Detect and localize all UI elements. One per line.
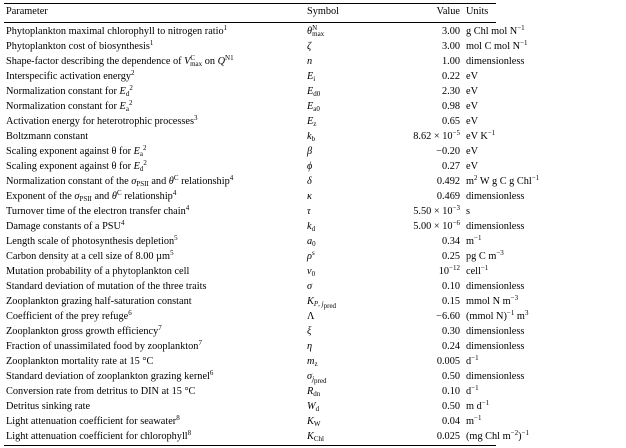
param-cell: Activation energy for heterotrophic processes$^3$ xyxy=(6,114,198,127)
table-row xyxy=(4,130,496,144)
units-cell: eV xyxy=(466,161,479,172)
units-cell: eV xyxy=(466,146,479,157)
param-cell: Standard deviation of mutation of the three traits xyxy=(6,281,207,292)
value-cell: 0.10 xyxy=(441,281,460,292)
table-row xyxy=(4,39,528,54)
symbol-cell: κ xyxy=(307,191,312,202)
units-cell: $m^2$ W g C g Chl$^{-1}$ xyxy=(466,174,540,187)
param-cell: Standard deviation of zooplankton grazing kernel$^6$ xyxy=(6,369,214,382)
table-row xyxy=(4,174,540,189)
value-cell: $10^{-12}$ xyxy=(438,264,460,277)
value-cell: $8.62 \times 10^{-5}$ xyxy=(413,129,460,142)
table-row xyxy=(4,385,496,399)
table-row xyxy=(4,249,504,264)
units-cell: dimensionless xyxy=(466,56,525,67)
table-row xyxy=(4,415,496,429)
symbol-cell: η xyxy=(307,341,313,352)
symbol-cell: β xyxy=(307,146,313,157)
value-cell: 0.22 xyxy=(441,71,460,82)
symbol-cell: $E_{a0}$ xyxy=(307,101,320,113)
param-cell: Detritus sinking rate xyxy=(6,401,91,412)
table-row xyxy=(4,85,496,99)
units-cell: s xyxy=(466,206,471,217)
units-cell: eV xyxy=(466,71,479,82)
units-cell: eV xyxy=(466,116,479,127)
value-cell: $5.00 \times 10^{-6}$ xyxy=(413,219,460,232)
value-cell: 0.27 xyxy=(441,161,460,172)
param-cell: Scaling exponent against θ for $E_d^2$ xyxy=(6,159,147,173)
value-cell: 0.15 xyxy=(441,296,460,307)
param-cell: Normalization constant for $E_d^2$ xyxy=(6,84,133,98)
table-row xyxy=(4,100,496,114)
header-symbol: Symbol xyxy=(307,6,340,17)
units-cell: pg C $m^{-3}$ xyxy=(466,249,504,262)
symbol-cell: $K_W$ xyxy=(307,416,321,428)
units-cell: (mmol N)$^{-1}$ $m^3$ xyxy=(466,309,529,322)
units-cell: $d^{-1}$ xyxy=(466,354,479,367)
symbol-cell: $K_{P, j_{pred}}$ xyxy=(307,296,337,310)
param-cell: Phytoplankton cost of biosynthesis$^1$ xyxy=(6,39,154,52)
units-cell: g Chl mol $N^{-1}$ xyxy=(466,24,525,37)
header-units: Units xyxy=(466,6,489,17)
value-cell: −6.60 xyxy=(436,311,460,322)
symbol-cell: $m_z$ xyxy=(307,356,318,368)
value-cell: 0.98 xyxy=(441,101,460,112)
units-cell: mmol N $m^{-3}$ xyxy=(466,294,519,307)
parameter-table xyxy=(4,2,540,446)
value-cell: 3.00 xyxy=(441,41,460,52)
table-row xyxy=(4,189,525,204)
value-cell: 0.005 xyxy=(436,356,460,367)
param-cell: Carbon density at a cell size of 8.00 µm$^5$ xyxy=(6,249,174,262)
param-cell: Fraction of unassimilated food by zooplankton$^7$ xyxy=(6,339,202,352)
value-cell: 0.492 xyxy=(436,176,460,187)
header-parameter: Parameter xyxy=(6,6,48,17)
param-cell: Phytoplankton maximal chlorophyll to nitrogen ratio$^1$ xyxy=(6,24,228,37)
units-cell: eV $K^{-1}$ xyxy=(466,129,496,142)
param-cell: Interspecific activation energy$^2$ xyxy=(6,69,135,82)
table-row xyxy=(4,265,496,279)
bottom-rule xyxy=(4,445,496,446)
table-row xyxy=(4,309,529,324)
table-row xyxy=(4,54,525,69)
value-cell: 0.25 xyxy=(441,251,460,262)
param-cell: Zooplankton grazing half-saturation constant xyxy=(6,296,192,307)
value-cell: 1.00 xyxy=(441,56,460,67)
param-cell: Normalization constant of the $\sigma_{PSII}$ and $\theta^C$ relationship$^4$ xyxy=(6,174,234,188)
value-cell: 0.30 xyxy=(441,326,460,337)
table-row xyxy=(4,339,525,354)
top-rule xyxy=(4,3,496,4)
table-row xyxy=(4,235,496,249)
table-row xyxy=(4,294,519,310)
param-cell: Mutation probability of a phytoplankton cell xyxy=(6,266,190,277)
table-header xyxy=(4,5,496,19)
table-row xyxy=(4,400,496,414)
symbol-cell: $a_0$ xyxy=(307,236,316,248)
table-row xyxy=(4,369,525,385)
value-cell: 0.50 xyxy=(441,401,460,412)
units-cell: dimensionless xyxy=(466,221,525,232)
symbol-cell: Λ xyxy=(307,311,315,322)
value-cell: 0.10 xyxy=(441,386,460,397)
param-cell: Exponent of the $\sigma_{PSII}$ and $\theta^C$ relationship$^4$ xyxy=(6,189,177,203)
param-cell: Length scale of photosynthesis depletion$^5$ xyxy=(6,234,178,247)
symbol-cell: $\nu_0$ xyxy=(307,266,316,278)
symbol-cell: ξ xyxy=(307,326,312,337)
symbol-cell: ϕ xyxy=(307,161,313,172)
units-cell: eV xyxy=(466,86,479,97)
symbol-cell: $E_i$ xyxy=(307,71,316,83)
param-cell: Turnover time of the electron transfer chain$^4$ xyxy=(6,204,190,217)
param-cell: Normalization constant for $E_a^2$ xyxy=(6,99,133,113)
units-cell: $d^{-1}$ xyxy=(466,384,479,397)
param-cell: Zooplankton mortality rate at 15 °C xyxy=(6,356,154,367)
units-cell: $m^{-1}$ xyxy=(466,414,482,427)
table-row xyxy=(4,24,525,39)
symbol-cell: n xyxy=(307,56,313,67)
param-cell: Coefficient of the prey refuge$^6$ xyxy=(6,309,132,322)
symbol-cell: $\sigma_{j_{pred}}$ xyxy=(307,371,327,385)
units-cell: eV xyxy=(466,101,479,112)
units-cell: dimensionless xyxy=(466,371,525,382)
value-cell: $5.50 \times 10^{-3}$ xyxy=(413,204,460,217)
symbol-cell: $E_{d0}$ xyxy=(307,86,321,98)
param-cell: Scaling exponent against θ for $E_a^2$ xyxy=(6,144,147,158)
param-cell: Damage constants of a PSU$^4$ xyxy=(6,219,125,232)
units-cell: $m^{-1}$ xyxy=(466,234,482,247)
units-cell: dimensionless xyxy=(466,341,525,352)
param-cell: Shape-factor describing the dependence of $V^C_{max}$ on $Q^{N1}$ xyxy=(6,54,234,68)
units-cell: dimensionless xyxy=(466,326,525,337)
units-cell: cell$^{-1}$ xyxy=(466,264,489,277)
units-cell: m $d^{-1}$ xyxy=(466,399,490,412)
value-cell: −0.20 xyxy=(436,146,460,157)
value-cell: 0.34 xyxy=(441,236,460,247)
symbol-cell: $W_d$ xyxy=(307,401,320,413)
header-rule xyxy=(4,22,496,23)
table-row xyxy=(4,429,529,444)
units-cell: (mg Chl $m^{-2})^{-1}$ xyxy=(466,429,529,442)
units-cell: mol C mol $N^{-1}$ xyxy=(466,39,528,52)
value-cell: 0.65 xyxy=(441,116,460,127)
table-row xyxy=(4,70,496,84)
table-row xyxy=(4,205,496,219)
table-row xyxy=(4,355,496,369)
units-cell: dimensionless xyxy=(466,281,525,292)
table-row xyxy=(4,280,525,294)
symbol-cell: $k_b$ xyxy=(307,131,316,143)
table-row xyxy=(4,219,525,234)
param-cell: Conversion rate from detritus to DIN at 15 °C xyxy=(6,386,196,397)
symbol-cell: ζ xyxy=(307,41,312,52)
symbol-cell: $K_{Chl}$ xyxy=(307,431,324,443)
table-row xyxy=(4,160,496,174)
symbol-cell: τ xyxy=(307,206,311,217)
symbol-cell: $k_d$ xyxy=(307,221,316,233)
param-cell: Light attenuation coefficient for chlorophyll$^8$ xyxy=(6,429,192,442)
symbol-cell: $R_{dn}$ xyxy=(307,386,321,398)
value-cell: 0.469 xyxy=(436,191,460,202)
table-row xyxy=(4,115,496,129)
symbol-cell: $E_z$ xyxy=(307,116,317,128)
param-cell: Light attenuation coefficient for seawater$^8$ xyxy=(6,414,180,427)
param-cell: Zooplankton gross growth efficiency$^7$ xyxy=(6,324,162,337)
value-cell: 0.24 xyxy=(441,341,460,352)
value-cell: 3.00 xyxy=(441,26,460,37)
symbol-cell: δ xyxy=(307,176,312,187)
value-cell: 0.04 xyxy=(441,416,460,427)
symbol-cell: σ xyxy=(307,281,313,292)
table-row xyxy=(4,145,496,159)
units-cell: dimensionless xyxy=(466,191,525,202)
header-value: Value xyxy=(436,6,460,17)
symbol-cell: $\rho^s$ xyxy=(307,249,315,262)
value-cell: 2.30 xyxy=(441,86,460,97)
table-row xyxy=(4,324,525,339)
value-cell: 0.50 xyxy=(441,371,460,382)
value-cell: 0.025 xyxy=(436,431,460,442)
param-cell: Boltzmann constant xyxy=(6,131,89,142)
symbol-cell: $\theta^N_{max}$ xyxy=(307,24,325,38)
